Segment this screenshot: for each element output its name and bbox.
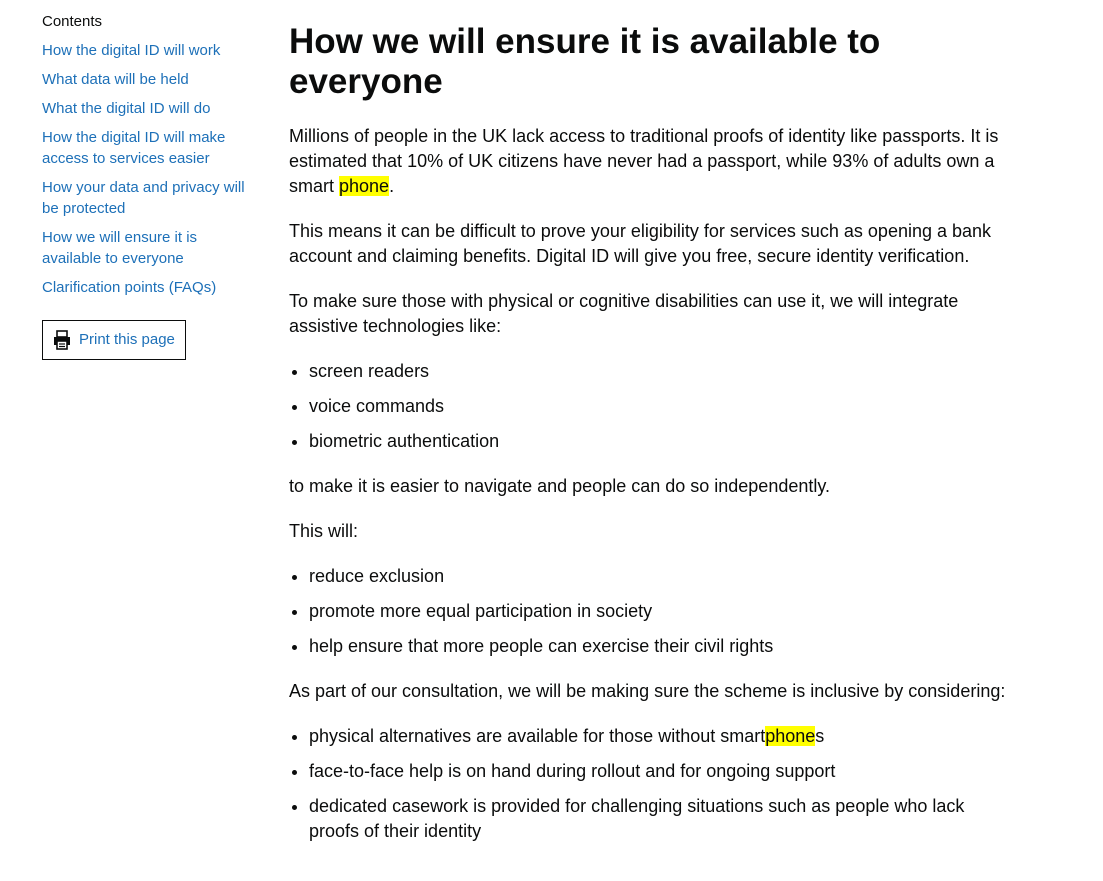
contents-item bbox=[42, 277, 257, 298]
list-item-text: s bbox=[815, 726, 825, 746]
paragraph-consultation: As part of our consultation, we will be making sure the scheme is inclusive by considering: bbox=[289, 681, 1006, 701]
list-item: • face-to-face help is on hand during rollout and for ongoing support bbox=[309, 759, 1009, 784]
search-highlight: phone bbox=[765, 726, 816, 746]
list-item: • voice commands bbox=[309, 394, 1009, 419]
paragraph-text: Millions of people in the UK lack access to traditional proofs of identity like passports. It is estimated that 10% of UK citizens have never had a passport, while 93% of adults own a smart bbox=[289, 126, 999, 196]
contents-link-what-data-will-be-held[interactable]: What data will be held bbox=[42, 71, 189, 88]
list-item: • promote more equal participation in society bbox=[309, 599, 1009, 624]
inclusion-considerations-list bbox=[289, 724, 1009, 844]
contents-link-how-digital-id-will-work[interactable]: How the digital ID will work bbox=[42, 42, 221, 59]
contents-title: Contents bbox=[42, 13, 103, 30]
list-item: • reduce exclusion bbox=[309, 564, 1009, 589]
paragraph-this-will: This will: bbox=[289, 521, 359, 541]
paragraph-proofs-of-identity bbox=[289, 124, 1009, 199]
contents-sidebar bbox=[42, 12, 257, 360]
paragraph-assistive-intro: To make sure those with physical or cognitive disabilities can use it, we will integrate assistive technologies like: bbox=[289, 291, 959, 336]
contents-link-data-privacy[interactable]: How your data and privacy will be protected bbox=[42, 179, 245, 217]
contents-item bbox=[42, 40, 257, 61]
printer-icon bbox=[53, 330, 71, 350]
print-page-button[interactable] bbox=[42, 320, 186, 360]
contents-link-faqs[interactable]: Clarification points (FAQs) bbox=[42, 279, 217, 296]
page-title: How we will ensure it is available to everyone bbox=[289, 22, 881, 101]
list-item: • help ensure that more people can exercise their civil rights bbox=[309, 634, 1009, 659]
list-item: • screen readers bbox=[309, 359, 1009, 384]
print-button-label: Print this page bbox=[79, 331, 175, 348]
benefits-list bbox=[289, 564, 1009, 659]
contents-item bbox=[42, 127, 257, 169]
list-item bbox=[309, 724, 1009, 749]
paragraph-navigate: to make it is easier to navigate and people can do so independently. bbox=[289, 476, 831, 496]
list-item: • biometric authentication bbox=[309, 429, 1009, 454]
assistive-technologies-list bbox=[289, 359, 1009, 454]
list-item: • dedicated casework is provided for challenging situations such as people who lack proofs of their identity bbox=[309, 794, 1009, 844]
paragraph-eligibility: This means it can be difficult to prove your eligibility for services such as opening a bank account and claiming benefits. Digital ID will give you free, secure identity verification. bbox=[289, 221, 992, 266]
contents-link-access-to-services[interactable]: How the digital ID will make access to services easier bbox=[42, 129, 226, 167]
contents-item bbox=[42, 69, 257, 90]
paragraph-text: . bbox=[389, 176, 395, 196]
contents-link-available-to-everyone[interactable]: How we will ensure it is available to everyone bbox=[42, 229, 198, 267]
contents-item bbox=[42, 227, 257, 269]
main-content bbox=[289, 22, 1009, 864]
contents-item bbox=[42, 98, 257, 119]
contents-list bbox=[42, 40, 257, 298]
search-highlight: phone bbox=[339, 176, 390, 196]
contents-item bbox=[42, 177, 257, 219]
list-item-text: physical alternatives are available for those without smart bbox=[309, 726, 766, 746]
contents-link-what-digital-id-will-do[interactable]: What the digital ID will do bbox=[42, 100, 211, 117]
